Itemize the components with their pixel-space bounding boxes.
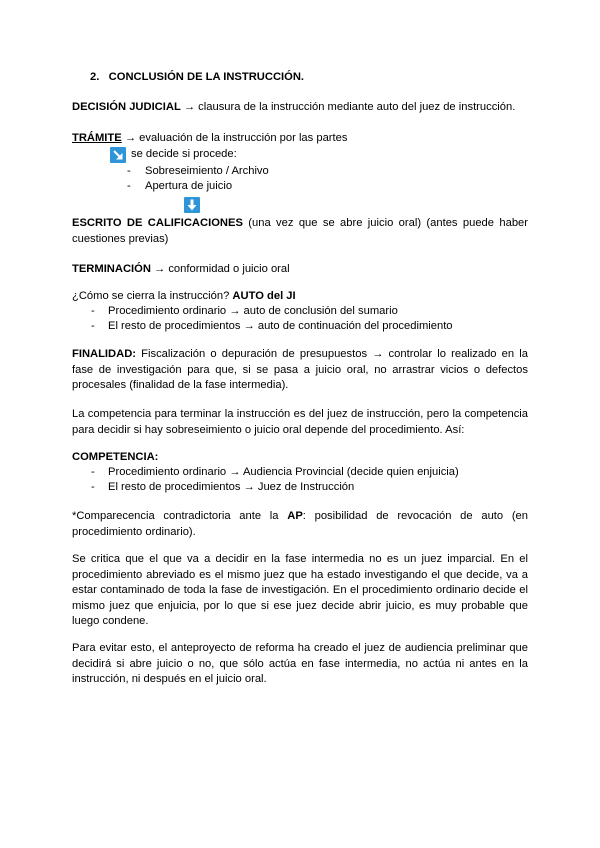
decision-label: DECISIÓN JUDICIAL xyxy=(72,101,181,113)
option-text: Sobreseimiento / Archivo xyxy=(145,165,269,177)
decision-text: clausura de la instrucción mediante auto del juez de instrucción. xyxy=(195,101,516,113)
escrito-paragraph xyxy=(72,216,528,247)
cierre-question xyxy=(72,289,528,305)
dash: - xyxy=(91,481,95,493)
cierre-answer: AUTO del JI xyxy=(232,290,296,302)
comparecencia-ap: AP xyxy=(287,510,303,522)
dash: - xyxy=(127,165,131,177)
finalidad-text: Fiscalización o depuración de presupuestos → controlar lo realizado en la fase de investigación para que, si se pasa a juicio oral, no arrastrar vicios o defectos procesales (finalidad de la fase intermedia). xyxy=(72,348,528,392)
dash: - xyxy=(127,180,131,192)
option-text: Apertura de juicio xyxy=(145,180,233,192)
competencia-label: COMPETENCIA: xyxy=(72,451,159,463)
tramite-label: TRÁMITE xyxy=(72,132,122,144)
terminacion-paragraph xyxy=(72,262,528,278)
cierre-question-text: ¿Cómo se cierra la instrucción? xyxy=(72,290,233,302)
dash: - xyxy=(91,466,95,478)
finalidad-paragraph xyxy=(72,347,528,394)
terminacion-text: conformidad o juicio oral xyxy=(165,263,290,275)
tramite-arrow: → xyxy=(124,132,137,144)
critica-paragraph: Se critica que el que va a decidir en la fase intermedia no es un juez imparcial. En el procedimiento abreviado es el mismo juez que ha estado investigando el que decide, va a estar contaminado de toda la fase de investigación. En el procedimiento ordinario decide el mismo juez que enjuicia, por lo que si ese juez decide abrir juicio, es muy probable que luego condene. xyxy=(72,553,528,628)
section-title: CONCLUSIÓN DE LA INSTRUCCIÓN. xyxy=(108,71,305,83)
arrow-down-right-icon xyxy=(110,147,126,163)
decision-paragraph xyxy=(72,100,528,116)
terminacion-arrow: → xyxy=(154,263,166,275)
tramite-decide: se decide si procede: xyxy=(131,148,237,160)
arrow-down-icon xyxy=(184,197,200,213)
comparecencia-paragraph xyxy=(72,509,528,540)
decision-arrow: → xyxy=(183,101,196,113)
terminacion-label: TERMINACIÓN xyxy=(72,263,151,275)
dash: - xyxy=(91,320,95,332)
competencia-item: Procedimiento ordinario → Audiencia Provincial (decide quien enjuicia) xyxy=(108,466,459,478)
finalidad-label: FINALIDAD: xyxy=(72,348,137,360)
cierre-item: El resto de procedimientos → auto de continuación del procedimiento xyxy=(108,320,453,332)
section-number: 2. xyxy=(90,71,100,83)
competencia-item: El resto de procedimientos → Juez de Instrucción xyxy=(108,481,355,493)
comparecencia-pre: *Comparecencia contradictoria ante la xyxy=(72,510,288,522)
competencia-intro: La competencia para terminar la instrucción es del juez de instrucción, pero la competencia para decidir si hay sobreseimiento o juicio oral depende del procedimiento. Así: xyxy=(72,408,528,436)
comparecencia-post: : posibilidad de revocación de auto (en procedimiento ordinario). xyxy=(72,510,529,538)
escrito-text: (una vez que se abre juicio oral) (antes puede haber cuestiones previas) xyxy=(72,217,528,245)
dash: - xyxy=(91,305,95,317)
tramite-text: evaluación de la instrucción por las partes xyxy=(136,132,348,144)
tramite-paragraph xyxy=(72,131,528,147)
section-heading xyxy=(90,70,490,86)
cierre-item: Procedimiento ordinario → auto de conclusión del sumario xyxy=(108,305,398,317)
evitar-paragraph: Para evitar esto, el anteproyecto de reforma ha creado el juez de audiencia preliminar que decidirá si abre juicio o no, que sólo actúa en fase intermedia, no actúa ni antes en la instrucción, ni después en el juicio oral. xyxy=(72,642,528,686)
escrito-label: ESCRITO DE CALIFICACIONES xyxy=(72,217,243,229)
